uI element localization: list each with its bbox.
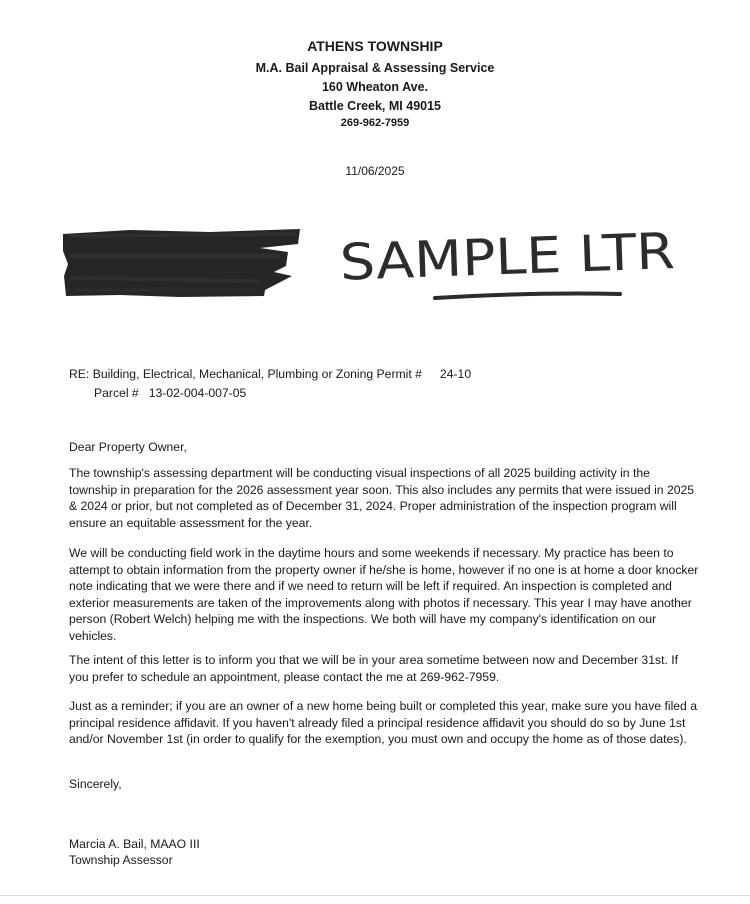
page-bottom-edge bbox=[0, 895, 750, 896]
re-line bbox=[69, 367, 471, 381]
city-state-zip: Battle Creek, MI 49015 bbox=[308, 99, 441, 113]
signature-title: Township Assessor bbox=[69, 853, 173, 867]
phone-number: 269-962-7959 bbox=[340, 117, 410, 129]
paragraph-intent: The intent of this letter is to inform you that we will be in your area sometime between now and December 31st. If you prefer to schedule an appointment, please contact the me at 269-962-7959. bbox=[69, 653, 678, 684]
paragraph-inspections: The township's assessing department will be conducting visual inspections of all 2025 building activity in the township in preparation for the 2026 assessment year soon. This also includes any permits that were issued in 2025 & 2024 or prior, but not completed as of December 31, 2024. Proper administration of the inspection program will ensure an equitable assessment for the year. bbox=[69, 466, 695, 530]
parcel-number: 13-02-004-007-05 bbox=[148, 386, 247, 400]
sample-letter-stamp bbox=[335, 222, 685, 307]
township-title: ATHENS TOWNSHIP bbox=[307, 38, 443, 54]
stamp-underline bbox=[435, 294, 620, 299]
stamp-text: SAMPLE LTR bbox=[338, 223, 643, 292]
closing: Sincerely, bbox=[69, 777, 122, 791]
paragraph-reminder: Just as a reminder; if you are an owner of a new home being built or completed this year, make sure you have filed a principal residence affidavit. If you haven't already filed a principal residence affidavit you should do so by June 1st and/or November 1st (in order to qualify for the exemption, you must own and occupy the home as of those dates). bbox=[69, 699, 697, 746]
parcel-label: Parcel # bbox=[94, 386, 139, 400]
parcel-line bbox=[94, 386, 246, 400]
signature-name: Marcia A. Bail, MAAO III bbox=[69, 837, 200, 851]
redacted-address-block bbox=[60, 226, 305, 301]
company-name: M.A. Bail Appraisal & Assessing Service bbox=[255, 61, 495, 75]
letter-date: 11/06/2025 bbox=[345, 164, 405, 178]
re-label: RE: Building, Electrical, Mechanical, Plumbing or Zoning Permit # bbox=[69, 367, 422, 381]
street-address: 160 Wheaton Ave. bbox=[321, 80, 429, 94]
paragraph-field-work: We will be conducting field work in the daytime hours and some weekends if necessary. My practice has been to attempt to obtain information from the property owner if he/she is home, however if no one is at home a door knocker note indicating that we were there and if we need to return will be left if required. An inspection is completed and exterior measurements are taken of the improvements along with photos if necessary. This year I may have another person (Robert Welch) helping me with the inspections. We both will have my company's identification on our vehicles. bbox=[69, 546, 699, 643]
permit-number: 24-10 bbox=[439, 367, 472, 381]
greeting: Dear Property Owner, bbox=[69, 440, 187, 454]
